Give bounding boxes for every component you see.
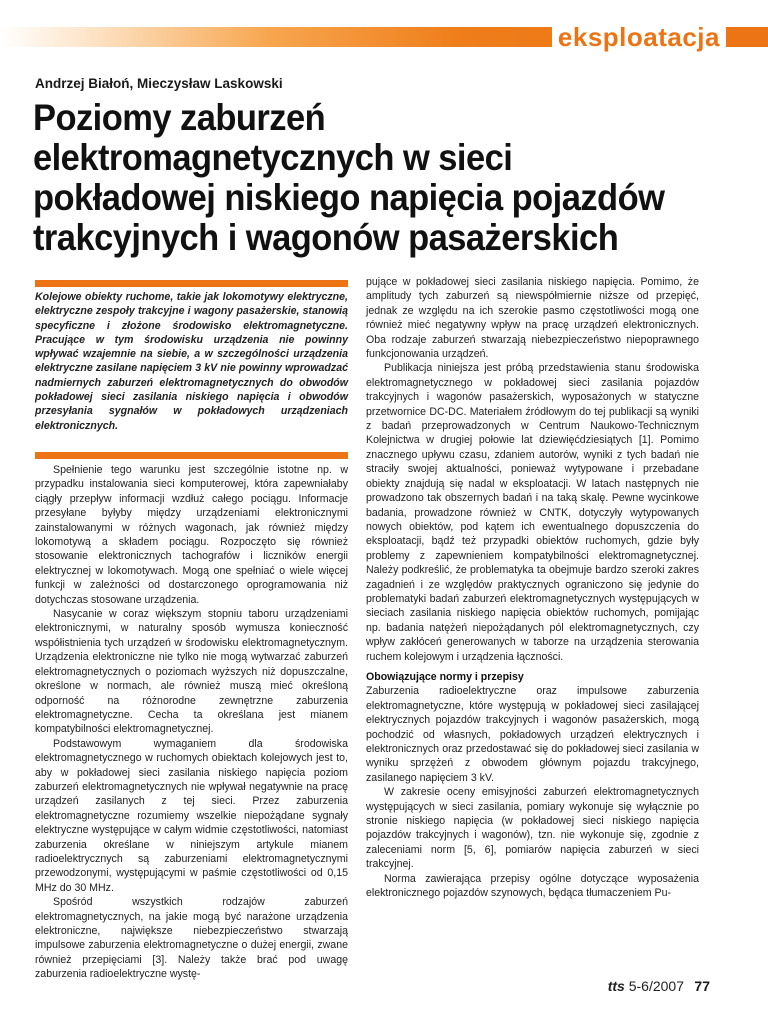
body-paragraph: pujące w pokładowej sieci zasilania niskiego napięcia. Pomimo, że amplitudy tych zaburzeń są niewspółmiernie niższe od przepięć, jednak ze względu na ich szerokie pasmo częstotliwości mogą one również mieć negatywny wpływ na pracę urządzeń elektronicznych. Oba rodzaje zaburzeń stwarzają niebezpieczeństwo niepoprawnego funkcjonowania urządzeń.: [366, 276, 699, 361]
lead-rule-top: [35, 280, 348, 287]
article-authors: Andrzej Białoń, Mieczysław Laskowski: [35, 76, 283, 91]
lead-rule-bottom: [35, 452, 348, 459]
body-paragraph: Norma zawierająca przepisy ogólne dotyczące wyposażenia elektronicznego pojazdów szynowych, będąca tłumaczeniem Pu-: [366, 872, 699, 900]
body-paragraph: W zakresie oceny emisyjności zaburzeń elektromagnetycznych występujących w sieci zasilania, pomiary wykonuje się wyłącznie po stronie niskiego napięcia (w pokładowej sieci niskiego napięcia pojazdów trakcyjnych i wagonów), tzn. nie wykonuje się, zgodnie z zaleceniami norm [5, 6], pomiarów napięcia zaburzeń w sieci trakcyjnej.: [366, 786, 699, 871]
body-paragraph: Nasycanie w coraz większym stopniu taboru urządzeniami elektronicznymi, w naturalny sposób wymusza konieczność współistnienia tych urządzeń w środowisku elektromagnetycznym. Urządzenia elektroniczne nie tylko nie mogą wytwarzać zaburzeń elektromagnetycznych o poziomach wyższych niż dopuszczalne, określone w normach, ale również muszą mieć określoną odporność na różnorodne zewnętrzne zaburzenia elektromagnetyczne. Cecha ta określana jest mianem kompatybilności elektromagnetycznej.: [35, 608, 348, 736]
section-subheading: Obowiązujące normy i przepisy: [366, 670, 524, 683]
article-lead: Kolejowe obiekty ruchome, takie jak lokomotywy elektryczne, elektryczne zespoły trakcyjne i wagony pasażerskie, stanowią specyficzne i złożone środowisko elektromagnetyczne. Pracujące w tym środowisku urządzenia nie powinny wpływać wzajemnie na siebie, a w szczególności urządzenia elektryczne zasilane napięciem 3 kV nie powinny wprowadzać nadmiernych zaburzeń elektromagnetycznych do obwodów pokładowej sieci zasilania niskiego napięcia i obwodów przesyłania sygnałów w pokładowych urządzeniach elektronicznych.: [35, 291, 348, 432]
header-orange-bar-end: [728, 27, 768, 47]
page-footer: [608, 976, 684, 996]
right-column: [366, 275, 699, 900]
section-label: eksploatacja: [552, 22, 726, 52]
journal-logo: tts: [607, 978, 625, 994]
page-number: 77: [694, 978, 710, 994]
issue-number: 5-6/2007: [628, 978, 684, 994]
article-title: Poziomy zaburzeń elektromagnetycznych w sieci pokładowej niskiego napięcia pojazdów trakcyjnych i wagonów pasażerskich: [33, 96, 665, 258]
body-paragraph: Zaburzenia radioelektryczne oraz impulsowe zaburzenia elektromagnetyczne, które występują w pokładowej sieci zasilającej elektrycznych pojazdów trakcyjnych i wagonów pasażerskich, mogą pochodzić od własnych, pokładowych urządzeń elektrycznych i elektronicznych oraz przedostawać się do pokładowej sieci zasilania w wyniku sprzężeń z obwodem głównym pojazdu trakcyjnego, zasilanego napięciem 3 kV.: [366, 685, 699, 784]
body-paragraph: Podstawowym wymaganiem dla środowiska elektromagnetycznego w ruchomych obiektach kolejowych jest to, aby w pokładowej sieci zasilania niskiego napięcia poziom zaburzeń elektromagnetycznych nie wpływał negatywnie na pracę urządzeń zasilanych z tej sieci. Przez zaburzenia elektromagnetyczne rozumiemy wszelkie niepożądane sygnały elektryczne występujące w całym widmie częstotliwości, natomiast zaburzenia określane w niniejszym artykule mianem radioelektrycznych są zaburzeniami elektromagnetycznymi przewodzonymi, występującymi w paśmie częstotliwości od 0,15 MHz do 30 MHz.: [35, 737, 348, 894]
body-paragraph: Spełnienie tego warunku jest szczególnie istotne np. w przypadku instalowania sieci komputerowej, która zapewniałaby ciągły przepływ informacji wzdłuż całego pociągu. Informacje przesyłane byłyby między urządzeniami elektronicznymi zainstalowanymi w różnych wagonach, jak również między lokomotywą a składem pociągu. Rozpoczęto się również stosowanie elektronicznych tachografów i liczników energii elektrycznej w lokomotywach. Mogą one spełniać o wiele więcej funkcji w zależności od dostarczonego oprogramowania niż dotychczas stosowane urządzenia.: [35, 464, 348, 606]
body-paragraph: Spośród wszystkich rodzajów zaburzeń elektromagnetycznych, na jakie mogą być narażone urządzenia elektroniczne, największe niebezpieczeństwo stwarzają impulsowe zaburzenia elektromagnetyczne o dużej energii, zwane również przepięciami [3]. Należy także brać pod uwagę zaburzenia radioelektryczne wystę-: [35, 896, 348, 981]
body-paragraph: Publikacja niniejsza jest próbą przedstawienia stanu środowiska elektromagnetycznego w pokładowej sieci zasilania pojazdów trakcyjnych i wagonów pasażerskich, wyposażonych w statyczne przetwornice DC-DC. Materiałem źródłowym do tej publikacji są wyniki z badań przeprowadzonych w Centrum Naukowo-Technicznym Kolejnictwa w drugiej połowie lat dziewięćdziesiątych [1]. Pomimo znacznego upływu czasu, zdaniem autorów, wyniki z tych badań nie straciły swojej aktualności, ponieważ wytypowane i przebadane obiekty znajdują się nadal w eksploatacji. W latach następnych nie prowadzono tak obszernych badań i na taką skalę. Pewne wycinkowe badania, prowadzone również w CNTK, dotyczyły wytypowanych nowych obiektów, pod kątem ich ewentualnego dopuszczenia do eksploatacji, bądź też przypadki obiektów ruchomych, gdzie były problemy z zapewnieniem kompatybilności elektromagnetycznej. Należy podkreślić, że problematyka ta obejmuje bardzo szeroki zakres zagadnień i ze względów praktycznych ograniczono się jedynie do problematyki badań zaburzeń elektromagnetycznych występujących w sieciach zasilania niskiego napięcia obiektów ruchomych, pomijając np. badania natężeń niepożądanych pól elektromagnetycznych, czy wpływ zakłóceń generowanych w taborze na urządzenia sterowania ruchem kolejowym i urządzenia łączności.: [366, 362, 699, 663]
left-column: [35, 463, 348, 982]
